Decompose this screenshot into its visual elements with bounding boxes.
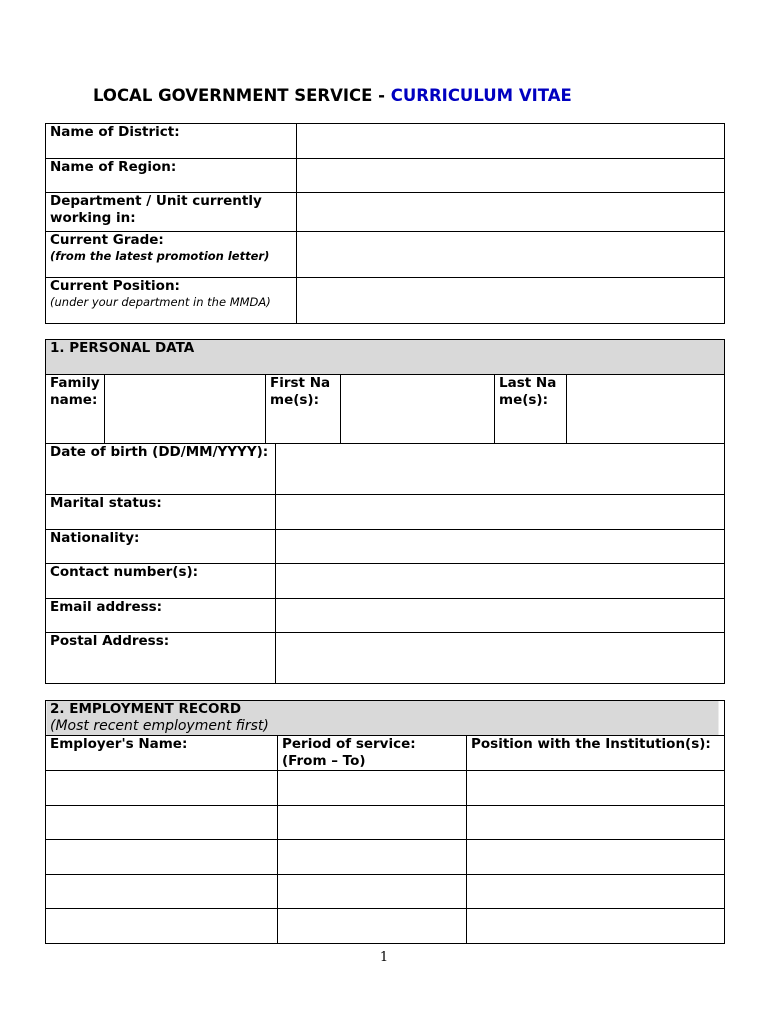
field-row-position: [46, 278, 725, 324]
field-row-region: [46, 159, 725, 193]
grade-cell: [46, 232, 297, 278]
region-input[interactable]: [297, 159, 725, 193]
department-label: Department / Unit currently working in:: [46, 193, 297, 232]
table-row: [46, 909, 725, 944]
period-cell[interactable]: [278, 875, 467, 909]
grade-note: (from the latest promotion letter): [50, 249, 270, 263]
email-label: Email address:: [46, 599, 276, 633]
contact-label: Contact number(s):: [46, 564, 276, 599]
field-row-department: [46, 193, 725, 232]
employment-table: [45, 700, 725, 944]
period-cell[interactable]: [278, 806, 467, 840]
employer-name-cell[interactable]: [46, 875, 278, 909]
field-row-dob: [46, 444, 725, 495]
field-row-contact: [46, 564, 725, 599]
employer-name-cell[interactable]: [46, 909, 278, 944]
personal-heading: 1. PERSONAL DATA: [46, 340, 725, 375]
position-input[interactable]: [297, 278, 725, 324]
department-input[interactable]: [297, 193, 725, 232]
employment-header-row: [46, 736, 725, 771]
postal-input[interactable]: [276, 633, 725, 684]
table-row: [46, 840, 725, 875]
family-name-input[interactable]: [105, 375, 266, 444]
district-input[interactable]: [297, 124, 725, 159]
table-row: [46, 875, 725, 909]
position-note: (under your department in the MMDA): [50, 295, 271, 309]
title-main: LOCAL GOVERNMENT SERVICE -: [93, 86, 391, 105]
grade-input[interactable]: [297, 232, 725, 278]
dob-label: Date of birth (DD/MM/YYYY):: [46, 444, 276, 495]
field-row-email: [46, 599, 725, 633]
employer-name-cell[interactable]: [46, 806, 278, 840]
field-row-marital: [46, 495, 725, 530]
email-input[interactable]: [276, 599, 725, 633]
period-header: Period of service: (From – To): [278, 736, 467, 771]
personal-data-table: [45, 339, 725, 684]
field-row-grade: [46, 232, 725, 278]
employer-name-cell[interactable]: [46, 840, 278, 875]
position-cell[interactable]: [467, 840, 725, 875]
grade-label: Current Grade:: [50, 232, 164, 248]
page-number: 1: [379, 950, 389, 965]
position-cell[interactable]: [467, 771, 725, 806]
employment-heading-title: 2. EMPLOYMENT RECORD: [50, 701, 242, 717]
position-header: Position with the Institution(s):: [467, 736, 725, 771]
last-names-input[interactable]: [567, 375, 725, 444]
nationality-input[interactable]: [276, 530, 725, 564]
page-title: [93, 86, 572, 105]
last-names-label: Last Name(s):: [495, 375, 567, 444]
position-cell[interactable]: [467, 806, 725, 840]
postal-label: Postal Address:: [46, 633, 276, 684]
field-row-postal: [46, 633, 725, 684]
nationality-label: Nationality:: [46, 530, 276, 564]
position-cell[interactable]: [467, 909, 725, 944]
family-name-label: Family name:: [46, 375, 105, 444]
position-label: Current Position:: [50, 278, 180, 294]
contact-input[interactable]: [276, 564, 725, 599]
first-names-label: First Name(s):: [266, 375, 341, 444]
table-row: [46, 806, 725, 840]
position-cell[interactable]: [467, 875, 725, 909]
employment-heading-row: [46, 701, 725, 736]
first-names-input[interactable]: [341, 375, 495, 444]
field-row-nationality: [46, 530, 725, 564]
title-accent: CURRICULUM VITAE: [390, 86, 572, 105]
employment-heading: [46, 701, 725, 736]
names-row: [46, 375, 725, 444]
district-label: Name of District:: [46, 124, 297, 159]
employer-name-header: Employer's Name:: [46, 736, 278, 771]
personal-heading-row: [46, 340, 725, 375]
header-fields-table: [45, 123, 725, 324]
field-row-district: [46, 124, 725, 159]
region-label: Name of Region:: [46, 159, 297, 193]
period-cell[interactable]: [278, 771, 467, 806]
employer-name-cell[interactable]: [46, 771, 278, 806]
marital-input[interactable]: [276, 495, 725, 530]
period-cell[interactable]: [278, 909, 467, 944]
period-cell[interactable]: [278, 840, 467, 875]
employment-heading-sub: (Most recent employment first): [50, 718, 269, 734]
position-cell: [46, 278, 297, 324]
table-row: [46, 771, 725, 806]
marital-label: Marital status:: [46, 495, 276, 530]
dob-input[interactable]: [276, 444, 725, 495]
